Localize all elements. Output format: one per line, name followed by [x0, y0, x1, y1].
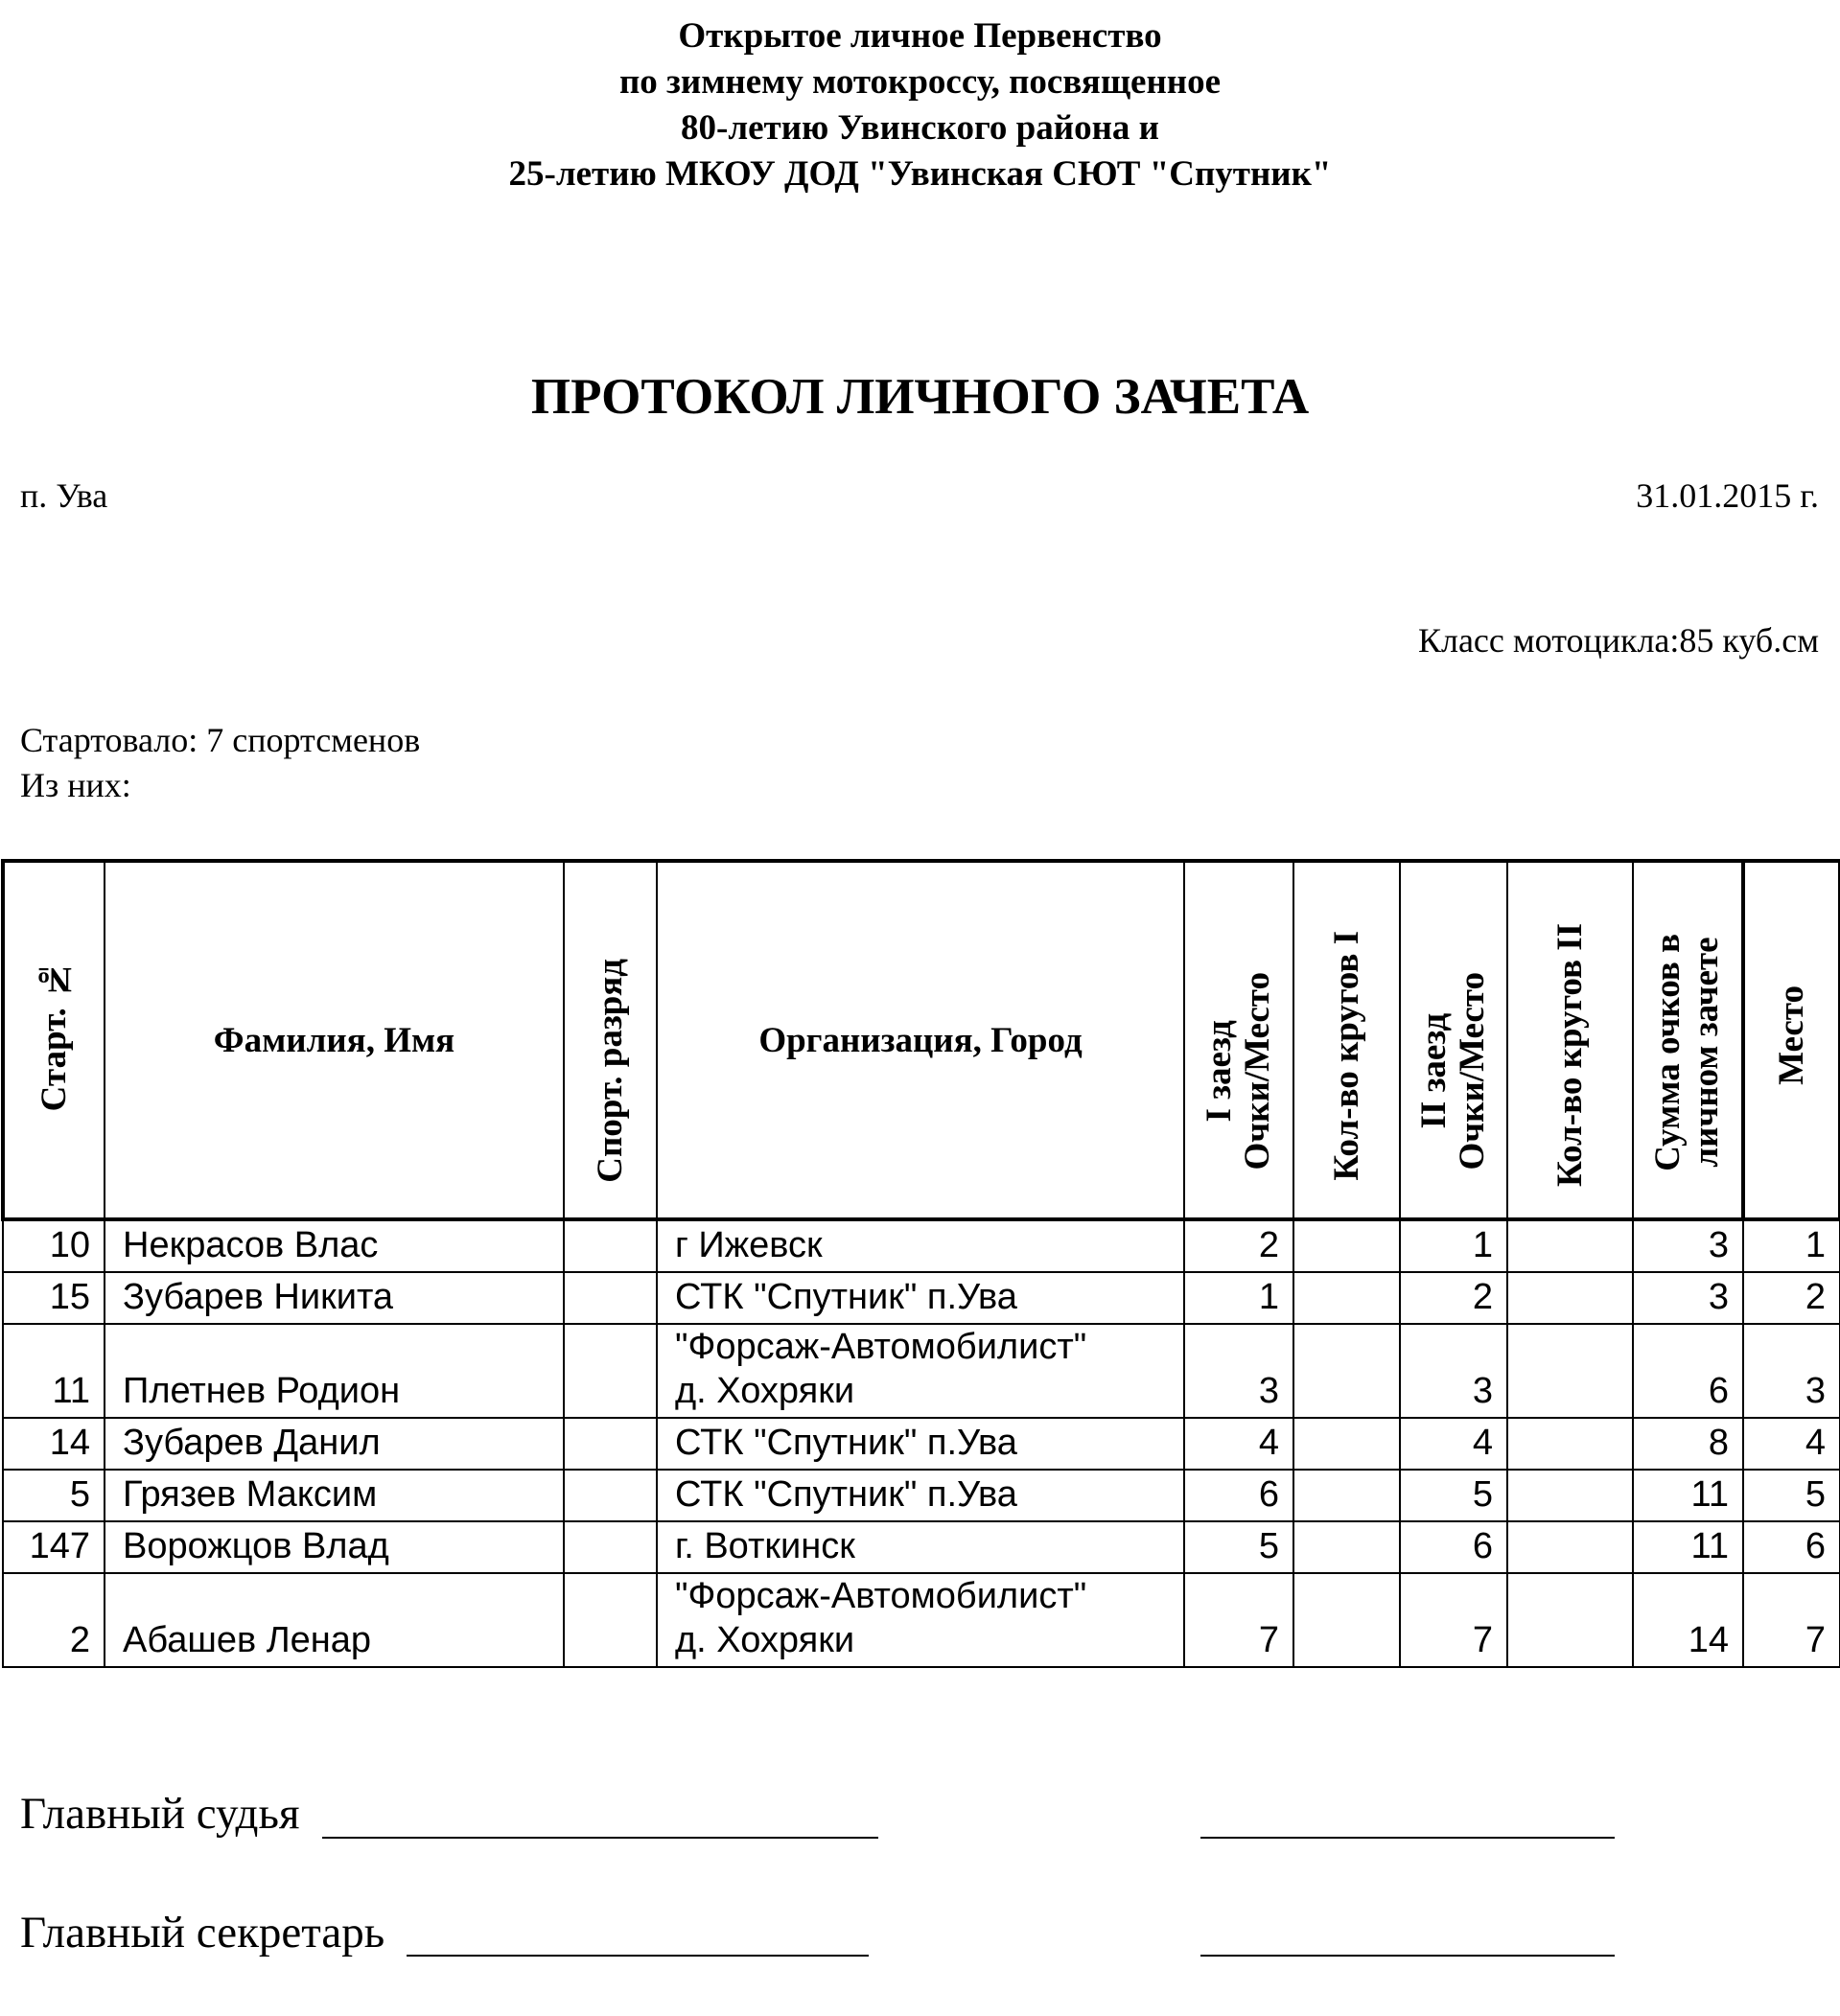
chief-judge-name-line: [1200, 1837, 1615, 1839]
place-label: п. Ува: [20, 476, 108, 515]
cell-laps1: [1293, 1573, 1400, 1667]
cell-place: 1: [1743, 1219, 1840, 1272]
cell-sum: 11: [1633, 1470, 1743, 1521]
cell-place: 6: [1743, 1521, 1840, 1573]
cell-rank: [564, 1521, 657, 1573]
cell-laps1: [1293, 1272, 1400, 1324]
col-start-no: Старт. №: [3, 861, 105, 1219]
chief-secretary-signature-line: [407, 1955, 869, 1957]
col-org: Организация, Город: [657, 861, 1184, 1219]
chief-secretary-label: Главный секретарь: [20, 1908, 385, 1958]
cell-heat2: 1: [1400, 1219, 1507, 1272]
cell-rank: [564, 1470, 657, 1521]
cell-org: "Форсаж-Автомобилист" д. Хохряки: [657, 1573, 1184, 1667]
cell-start-no: 15: [3, 1272, 105, 1324]
started-count: Стартовало: 7 спортсменов: [20, 721, 421, 759]
cell-name: Зубарев Данил: [105, 1418, 564, 1470]
cell-rank: [564, 1573, 657, 1667]
chief-judge-label: Главный судья: [20, 1789, 300, 1839]
cell-laps2: [1507, 1470, 1633, 1521]
chief-judge-signature-line: [322, 1837, 878, 1839]
of-them-label: Из них:: [20, 766, 131, 804]
col-heat1: I заезд Очки/Место: [1184, 861, 1293, 1219]
table-row: [3, 1219, 1840, 1272]
cell-sum: 6: [1633, 1324, 1743, 1418]
cell-laps2: [1507, 1324, 1633, 1418]
col-place: Место: [1743, 861, 1840, 1219]
table-row: [3, 1418, 1840, 1470]
cell-rank: [564, 1418, 657, 1470]
cell-heat1: 6: [1184, 1470, 1293, 1521]
cell-start-no: 10: [3, 1219, 105, 1272]
col-laps1: Кол-во кругов I: [1293, 861, 1400, 1219]
cell-laps2: [1507, 1573, 1633, 1667]
header-line-2: по зимнему мотокроссу, посвященное: [618, 62, 1222, 102]
cell-heat1: 1: [1184, 1272, 1293, 1324]
table-row: [3, 1324, 1840, 1418]
cell-name: Ворожцов Влад: [105, 1521, 564, 1573]
col-heat2: II заезд Очки/Место: [1400, 861, 1507, 1219]
cell-name: Зубарев Никита: [105, 1272, 564, 1324]
cell-laps1: [1293, 1324, 1400, 1418]
document-title: ПРОТОКОЛ ЛИЧНОГО ЗАЧЕТА: [530, 369, 1310, 425]
header-line-3: 80-летию Увинского района и: [681, 108, 1159, 148]
cell-org: "Форсаж-Автомобилист" д. Хохряки: [657, 1324, 1184, 1418]
col-laps2: Кол-во кругов II: [1507, 861, 1633, 1219]
cell-name: Грязев Максим: [105, 1470, 564, 1521]
cell-sum: 8: [1633, 1418, 1743, 1470]
cell-name: Некрасов Влас: [105, 1219, 564, 1272]
cell-heat1: 5: [1184, 1521, 1293, 1573]
cell-heat2: 2: [1400, 1272, 1507, 1324]
cell-heat2: 6: [1400, 1521, 1507, 1573]
cell-org: г Ижевск: [657, 1219, 1184, 1272]
cell-sum: 3: [1633, 1272, 1743, 1324]
cell-place: 7: [1743, 1573, 1840, 1667]
col-name: Фамилия, Имя: [105, 861, 564, 1219]
cell-rank: [564, 1324, 657, 1418]
header-line-1: Открытое личное Первенство: [678, 16, 1162, 56]
cell-name: Плетнев Родион: [105, 1324, 564, 1418]
cell-heat1: 3: [1184, 1324, 1293, 1418]
cell-sum: 14: [1633, 1573, 1743, 1667]
cell-laps2: [1507, 1272, 1633, 1324]
cell-rank: [564, 1272, 657, 1324]
cell-heat2: 7: [1400, 1573, 1507, 1667]
cell-heat1: 7: [1184, 1573, 1293, 1667]
cell-laps2: [1507, 1418, 1633, 1470]
date-label: 31.01.2015 г.: [1636, 476, 1819, 515]
cell-place: 4: [1743, 1418, 1840, 1470]
table-row: [3, 1470, 1840, 1521]
cell-place: 2: [1743, 1272, 1840, 1324]
col-rank: Спорт. разряд: [564, 861, 657, 1219]
cell-start-no: 5: [3, 1470, 105, 1521]
results-table: [1, 859, 1840, 1668]
table-row: [3, 1521, 1840, 1573]
cell-heat2: 5: [1400, 1470, 1507, 1521]
col-sum: Сумма очков в личном зачете: [1633, 861, 1743, 1219]
cell-sum: 11: [1633, 1521, 1743, 1573]
cell-heat2: 4: [1400, 1418, 1507, 1470]
cell-laps1: [1293, 1521, 1400, 1573]
cell-laps2: [1507, 1219, 1633, 1272]
cell-org: СТК "Спутник" п.Ува: [657, 1418, 1184, 1470]
cell-org: СТК "Спутник" п.Ува: [657, 1272, 1184, 1324]
cell-start-no: 2: [3, 1573, 105, 1667]
cell-place: 5: [1743, 1470, 1840, 1521]
cell-laps2: [1507, 1521, 1633, 1573]
cell-org: г. Воткинск: [657, 1521, 1184, 1573]
table-header-row: [3, 861, 1840, 1219]
cell-rank: [564, 1219, 657, 1272]
cell-place: 3: [1743, 1324, 1840, 1418]
table-row: [3, 1573, 1840, 1667]
chief-secretary-name-line: [1200, 1955, 1615, 1957]
cell-laps1: [1293, 1418, 1400, 1470]
header-line-4: 25-летию МКОУ ДОД "Увинская СЮТ "Спутник": [508, 154, 1332, 194]
motorcycle-class: Класс мотоцикла:85 куб.см: [1417, 621, 1819, 660]
cell-laps1: [1293, 1219, 1400, 1272]
cell-sum: 3: [1633, 1219, 1743, 1272]
cell-heat2: 3: [1400, 1324, 1507, 1418]
cell-laps1: [1293, 1470, 1400, 1521]
cell-heat1: 2: [1184, 1219, 1293, 1272]
cell-org: СТК "Спутник" п.Ува: [657, 1470, 1184, 1521]
cell-heat1: 4: [1184, 1418, 1293, 1470]
cell-start-no: 14: [3, 1418, 105, 1470]
cell-start-no: 147: [3, 1521, 105, 1573]
table-row: [3, 1272, 1840, 1324]
cell-name: Абашев Ленар: [105, 1573, 564, 1667]
cell-start-no: 11: [3, 1324, 105, 1418]
